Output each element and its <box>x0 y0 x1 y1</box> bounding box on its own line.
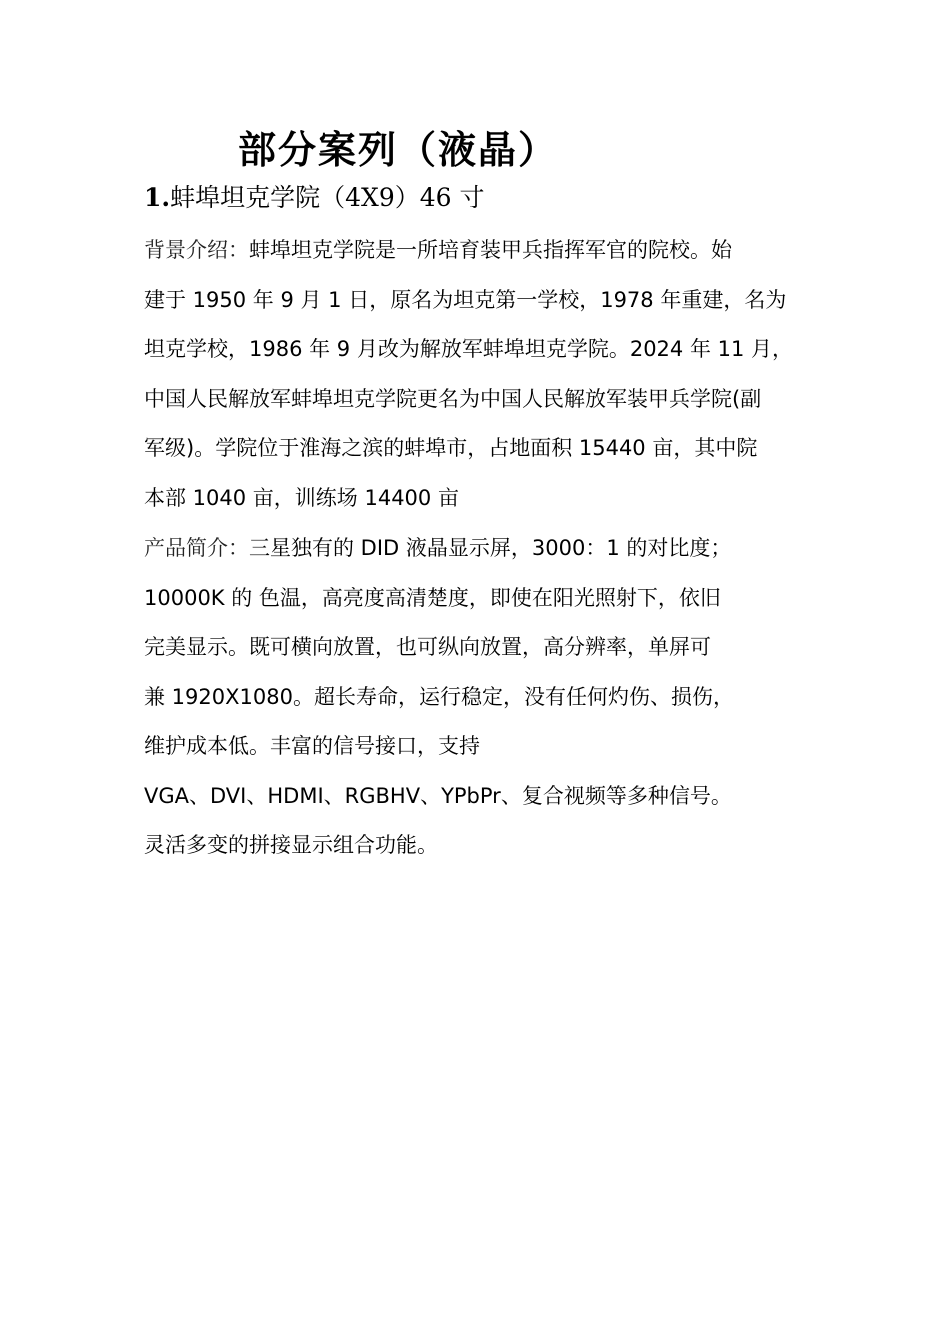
section-number: 1. <box>144 183 171 212</box>
page-title: 部分案列（液晶） <box>238 128 559 172</box>
background-paragraph <box>144 226 814 523</box>
background-label: 背景介绍： <box>144 238 249 262</box>
product-line <box>144 524 814 574</box>
background-line <box>144 226 814 276</box>
product-line: 10000K 的 色温，高亮度高清楚度，即使在阳光照射下，依旧 <box>144 585 721 610</box>
product-line: 完美显示。既可横向放置，也可纵向放置，高分辨率，单屏可 <box>144 635 711 659</box>
product-label: 产品简介： <box>144 536 249 560</box>
section-heading <box>144 178 484 218</box>
background-line: 军级)。学院位于淮海之滨的蚌埠市，占地面积 15440 亩，其中院 <box>144 436 758 460</box>
product-paragraph <box>144 524 814 871</box>
product-line: 维护成本低。丰富的信号接口，支持 <box>144 734 480 758</box>
product-line: 灵活多变的拼接显示组合功能。 <box>144 833 438 857</box>
section-name: 蚌埠坦克学院（4X9）46 寸 <box>170 183 485 212</box>
product-line: VGA、DVI、HDMI、RGBHV、YPbPr、复合视频等多种信号。 <box>144 783 732 808</box>
background-line: 坦克学校，1986 年 9 月改为解放军蚌埠坦克学院。2024 年 11 月， <box>144 337 794 361</box>
background-line: 建于 1950 年 9 月 1 日，原名为坦克第一学校，1978 年重建，名为 <box>144 287 787 312</box>
background-line: 本部 1040 亩，训练场 14400 亩 <box>144 485 459 510</box>
background-line: 中国人民解放军蚌埠坦克学院更名为中国人民解放军装甲兵学院(副 <box>144 386 762 411</box>
product-text: 三星独有的 DID 液晶显示屏，3000：1 的对比度； <box>249 536 732 560</box>
product-line: 兼 1920X1080。超长寿命，运行稳定，没有任何灼伤、损伤， <box>144 684 734 709</box>
background-text: 蚌埠坦克学院是一所培育装甲兵指挥军官的院校。始 <box>249 238 732 262</box>
